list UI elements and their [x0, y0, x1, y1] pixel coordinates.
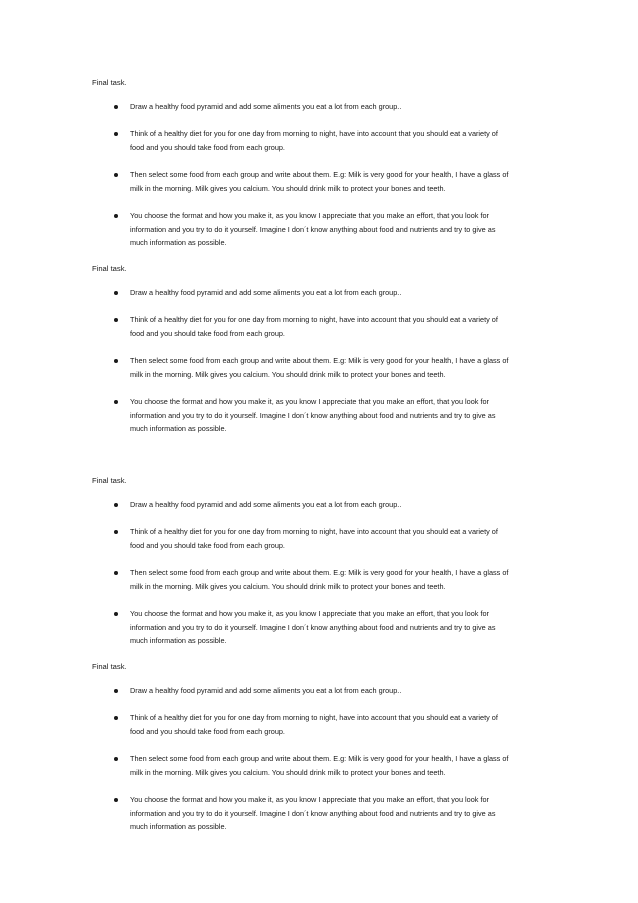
task-text-line: milk in the morning. Milk gives you calcium. You should drink milk to protect your bones and teeth. — [130, 581, 446, 591]
bullet-icon — [114, 757, 118, 761]
task-text-line: Think of a healthy diet for you for one day from morning to night, have into account that you should eat a variety of — [130, 527, 498, 536]
bullet-icon — [114, 612, 118, 616]
task-text-line: food and you should take food from each group. — [130, 142, 285, 152]
bullet-icon — [114, 132, 118, 136]
bullet-icon — [114, 400, 118, 404]
task-text-line: You choose the format and how you make it, as you know I appreciate that you make an effort, that you look for — [130, 397, 489, 406]
bullet-icon — [114, 318, 118, 322]
task-list-item — [92, 525, 498, 552]
task-list-item — [92, 100, 401, 114]
bullet-icon — [114, 530, 118, 534]
task-text-line: information and you try to do it yourself. Imagine I don´t know anything about food and nutrients and try to give as — [130, 410, 496, 420]
section-title: Final task. — [92, 476, 127, 485]
task-text-line: Draw a healthy food pyramid and add some aliments you eat a lot from each group.. — [130, 686, 402, 695]
section-title: Final task. — [92, 264, 127, 273]
task-text-line: Then select some food from each group and write about them. E.g: Milk is very good for your health, I have a glass of — [130, 754, 509, 763]
task-list-item — [92, 711, 498, 738]
task-text-line: food and you should take food from each group. — [130, 540, 285, 550]
task-text-line: Then select some food from each group and write about them. E.g: Milk is very good for your health, I have a glass of — [130, 356, 509, 365]
task-section — [92, 476, 552, 645]
bullet-icon — [114, 173, 118, 177]
bullet-icon — [114, 798, 118, 802]
task-section — [92, 662, 552, 831]
task-text-line: Think of a healthy diet for you for one day from morning to night, have into account that you should eat a variety of — [130, 129, 498, 138]
task-text-line: food and you should take food from each group. — [130, 328, 285, 338]
task-text-line: information and you try to do it yourself. Imagine I don´t know anything about food and nutrients and try to give as — [130, 224, 496, 234]
task-section — [92, 264, 552, 433]
task-text-line: Draw a healthy food pyramid and add some aliments you eat a lot from each group.. — [130, 288, 402, 297]
task-text-line: milk in the morning. Milk gives you calcium. You should drink milk to protect your bones and teeth. — [130, 767, 446, 777]
task-text-line: Think of a healthy diet for you for one day from morning to night, have into account that you should eat a variety of — [130, 315, 498, 324]
task-list-item — [92, 313, 498, 340]
bullet-icon — [114, 503, 118, 507]
task-list-item — [92, 127, 498, 154]
task-list-item — [92, 209, 495, 250]
task-text-line: Think of a healthy diet for you for one day from morning to night, have into account that you should eat a variety of — [130, 713, 498, 722]
task-text-line: information and you try to do it yourself. Imagine I don´t know anything about food and nutrients and try to give as — [130, 622, 496, 632]
bullet-icon — [114, 716, 118, 720]
task-list-item — [92, 607, 495, 648]
task-list-item — [92, 793, 495, 834]
task-text-line: Then select some food from each group and write about them. E.g: Milk is very good for your health, I have a glass of — [130, 170, 509, 179]
task-text-line: Draw a healthy food pyramid and add some aliments you eat a lot from each group.. — [130, 102, 402, 111]
task-section — [92, 78, 552, 247]
task-text-line: information and you try to do it yourself. Imagine I don´t know anything about food and nutrients and try to give as — [130, 808, 496, 818]
task-list-item — [92, 566, 508, 593]
task-list-item — [92, 286, 401, 300]
task-text-line: much information as possible. — [130, 636, 227, 645]
task-text-line: much information as possible. — [130, 238, 227, 247]
section-title: Final task. — [92, 78, 127, 87]
task-list-item — [92, 498, 401, 512]
task-text-line: much information as possible. — [130, 822, 227, 831]
bullet-icon — [114, 291, 118, 295]
task-text-line: milk in the morning. Milk gives you calcium. You should drink milk to protect your bones and teeth. — [130, 183, 446, 193]
task-list-item — [92, 752, 508, 779]
bullet-icon — [114, 214, 118, 218]
task-text-line: Draw a healthy food pyramid and add some aliments you eat a lot from each group.. — [130, 500, 402, 509]
task-list-item — [92, 684, 401, 698]
task-text-line: You choose the format and how you make it, as you know I appreciate that you make an effort, that you look for — [130, 795, 489, 804]
bullet-icon — [114, 689, 118, 693]
task-text-line: food and you should take food from each group. — [130, 726, 285, 736]
task-text-line: much information as possible. — [130, 424, 227, 433]
task-list-item — [92, 354, 508, 381]
task-text-line: You choose the format and how you make it, as you know I appreciate that you make an effort, that you look for — [130, 211, 489, 220]
task-text-line: You choose the format and how you make it, as you know I appreciate that you make an effort, that you look for — [130, 609, 489, 618]
section-title: Final task. — [92, 662, 127, 671]
bullet-icon — [114, 571, 118, 575]
task-text-line: Then select some food from each group and write about them. E.g: Milk is very good for your health, I have a glass of — [130, 568, 509, 577]
bullet-icon — [114, 359, 118, 363]
bullet-icon — [114, 105, 118, 109]
task-text-line: milk in the morning. Milk gives you calcium. You should drink milk to protect your bones and teeth. — [130, 369, 446, 379]
task-list-item — [92, 168, 508, 195]
task-list-item — [92, 395, 495, 436]
